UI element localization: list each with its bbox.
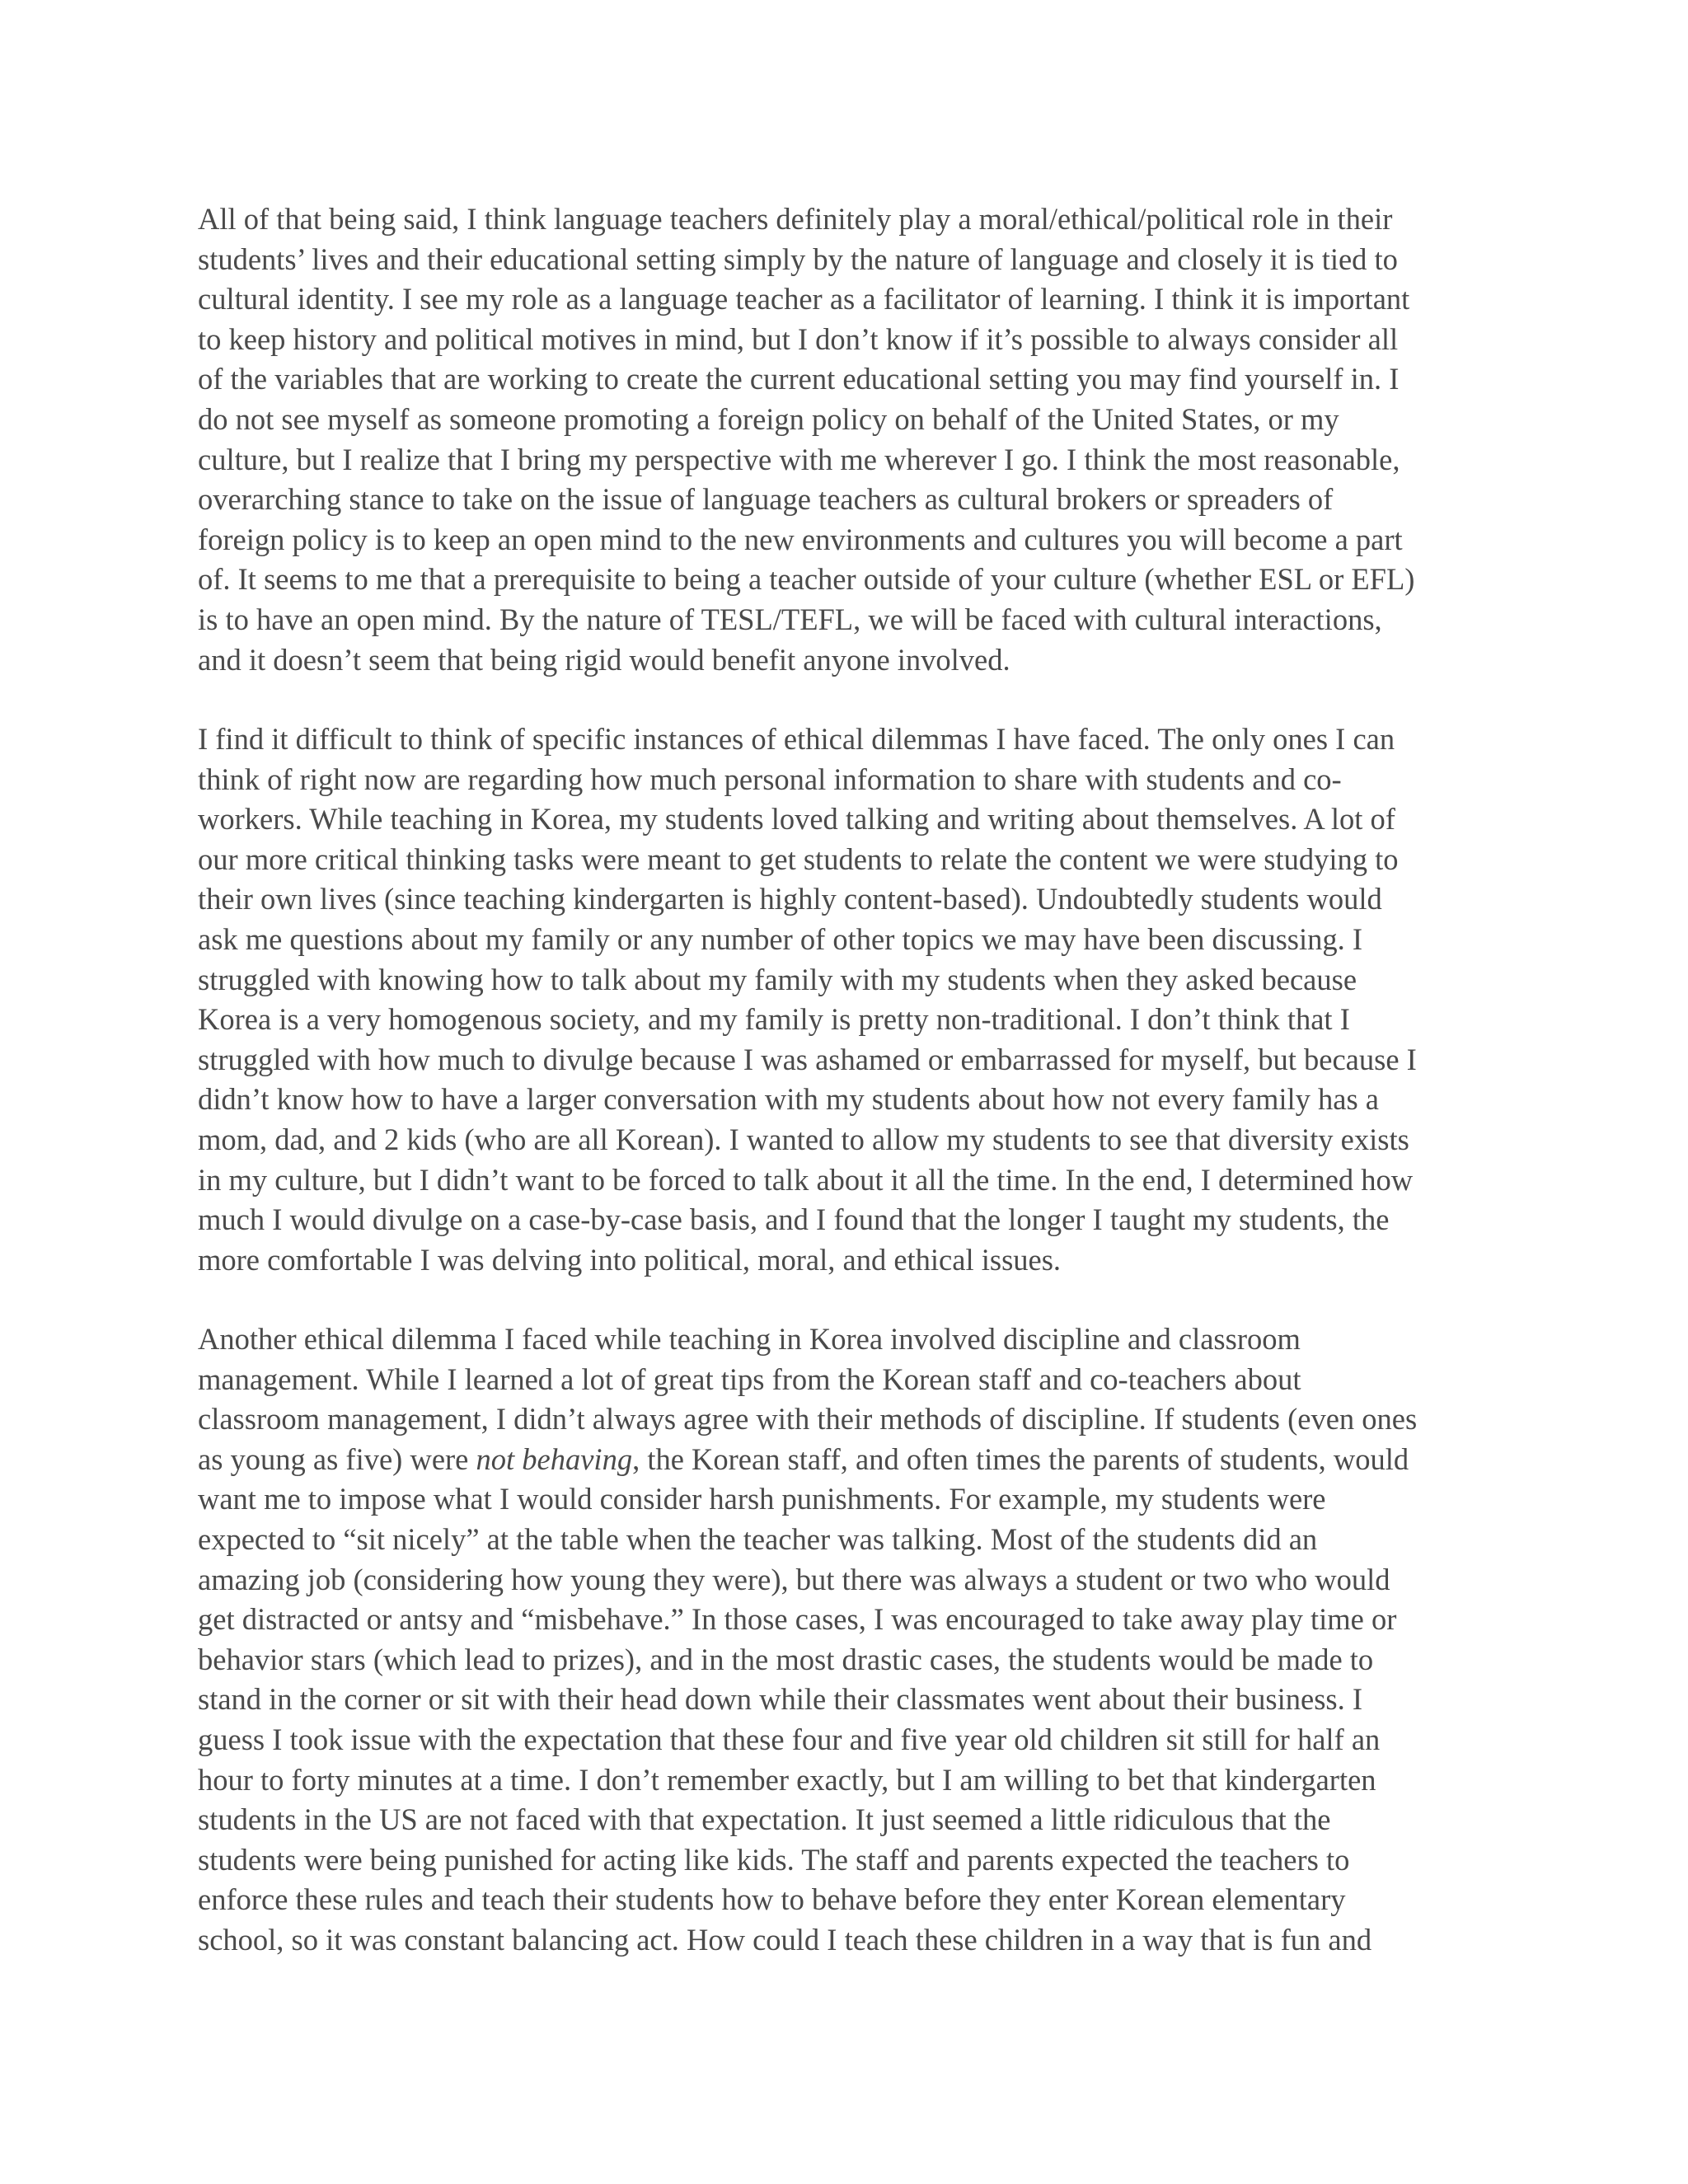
text-line: much I would divulge on a case-by-case basis, and I found that the longer I taught my students, the xyxy=(198,1202,1390,1237)
text-line: students’ lives and their educational setting simply by the nature of language and closely it is tied to xyxy=(198,241,1398,276)
text-line: culture, but I realize that I bring my perspective with me wherever I go. I think the most reasonable, xyxy=(198,442,1400,476)
text-line: Another ethical dilemma I faced while teaching in Korea involved discipline and classroom xyxy=(198,1322,1301,1356)
paragraph-3 xyxy=(198,1319,1517,1961)
text-line: cultural identity. I see my role as a language teacher as a facilitator of learning. I think it is important xyxy=(198,282,1410,316)
text-line: enforce these rules and teach their students how to behave before they enter Korean elementary xyxy=(198,1882,1346,1917)
text-line: struggled with knowing how to talk about my family with my students when they asked because xyxy=(198,962,1357,996)
text-line: ask me questions about my family or any number of other topics we may have been discussing. I xyxy=(198,921,1363,956)
text-line: mom, dad, and 2 kids (who are all Korean). I wanted to allow my students to see that diversity exists xyxy=(198,1122,1409,1156)
text-line: do not see myself as someone promoting a foreign policy on behalf of the United States, or my xyxy=(198,401,1339,436)
emphasized-text: not behaving xyxy=(476,1441,633,1476)
text-line: Korea is a very homogenous society, and my family is pretty non-traditional. I don’t think that I xyxy=(198,1002,1350,1037)
text-line: of the variables that are working to create the current educational setting you may find yourself in. I xyxy=(198,362,1400,396)
text-line: to keep history and political motives in mind, but I don’t know if it’s possible to always consider all xyxy=(198,321,1399,356)
text-line-with-emphasis xyxy=(198,1440,1517,1480)
text-line: and it doesn’t seem that being rigid would benefit anyone involved. xyxy=(198,642,1010,677)
text-line: I find it difficult to think of specific instances of ethical dilemmas I have faced. The only ones I can xyxy=(198,722,1395,756)
text-line: stand in the corner or sit with their head down while their classmates went about their business. I xyxy=(198,1682,1363,1717)
text-line: workers. While teaching in Korea, my students loved talking and writing about themselves. A lot of xyxy=(198,802,1395,837)
text-line: expected to “sit nicely” at the table when the teacher was talking. Most of the students did an xyxy=(198,1521,1318,1556)
text-line: more comfortable I was delving into political, moral, and ethical issues. xyxy=(198,1242,1062,1277)
text-line: their own lives (since teaching kindergarten is highly content-based). Undoubtedly students would xyxy=(198,882,1382,916)
paragraph-1 xyxy=(198,199,1517,680)
text-line: behavior stars (which lead to prizes), and in the most drastic cases, the students would be made to xyxy=(198,1642,1374,1676)
text-line: get distracted or antsy and “misbehave.” In those cases, I was encouraged to take away play time or xyxy=(198,1602,1397,1637)
text-line: is to have an open mind. By the nature of TESL/TEFL, we will be faced with cultural interactions, xyxy=(198,602,1382,636)
text-line: overarching stance to take on the issue of language teachers as cultural brokers or spreaders of xyxy=(198,482,1334,517)
text-line: hour to forty minutes at a time. I don’t remember exactly, but I am willing to bet that kindergarten xyxy=(198,1762,1376,1797)
text-line: of. It seems to me that a prerequisite to being a teacher outside of your culture (whether ESL or EFL) xyxy=(198,562,1415,597)
text-line: guess I took issue with the expectation that these four and five year old children sit still for half an xyxy=(198,1722,1381,1756)
text-line: amazing job (considering how young they were), but there was always a student or two who would xyxy=(198,1562,1390,1596)
text-line: management. While I learned a lot of great tips from the Korean staff and co-teachers about xyxy=(198,1361,1301,1396)
paragraph-2 xyxy=(198,719,1517,1280)
text-line: want me to impose what I would consider harsh punishments. For example, my students were xyxy=(198,1482,1326,1516)
text-segment: as young as five) were xyxy=(198,1441,476,1476)
text-line: think of right now are regarding how much personal information to share with students and co- xyxy=(198,762,1342,796)
text-line: school, so it was constant balancing act. How could I teach these children in a way that is fun and xyxy=(198,1922,1372,1957)
text-line: struggled with how much to divulge because I was ashamed or embarrassed for myself, but because I xyxy=(198,1042,1417,1076)
text-segment: , the Korean staff, and often times the parents of students, would xyxy=(632,1441,1409,1476)
text-line: didn’t know how to have a larger conversation with my students about how not every family has a xyxy=(198,1082,1379,1117)
text-line: students were being punished for acting like kids. The staff and parents expected the teachers to xyxy=(198,1842,1350,1877)
text-line: All of that being said, I think language teachers definitely play a moral/ethical/political role in their xyxy=(198,202,1393,236)
text-line: our more critical thinking tasks were meant to get students to relate the content we were studying to xyxy=(198,841,1399,876)
text-line: foreign policy is to keep an open mind to the new environments and cultures you will become a part xyxy=(198,522,1403,556)
text-line: in my culture, but I didn’t want to be forced to talk about it all the time. In the end, I determined how xyxy=(198,1162,1414,1197)
text-line: classroom management, I didn’t always agree with their methods of discipline. If students (even ones xyxy=(198,1402,1418,1436)
text-line: students in the US are not faced with that expectation. It just seemed a little ridiculous that the xyxy=(198,1802,1331,1837)
